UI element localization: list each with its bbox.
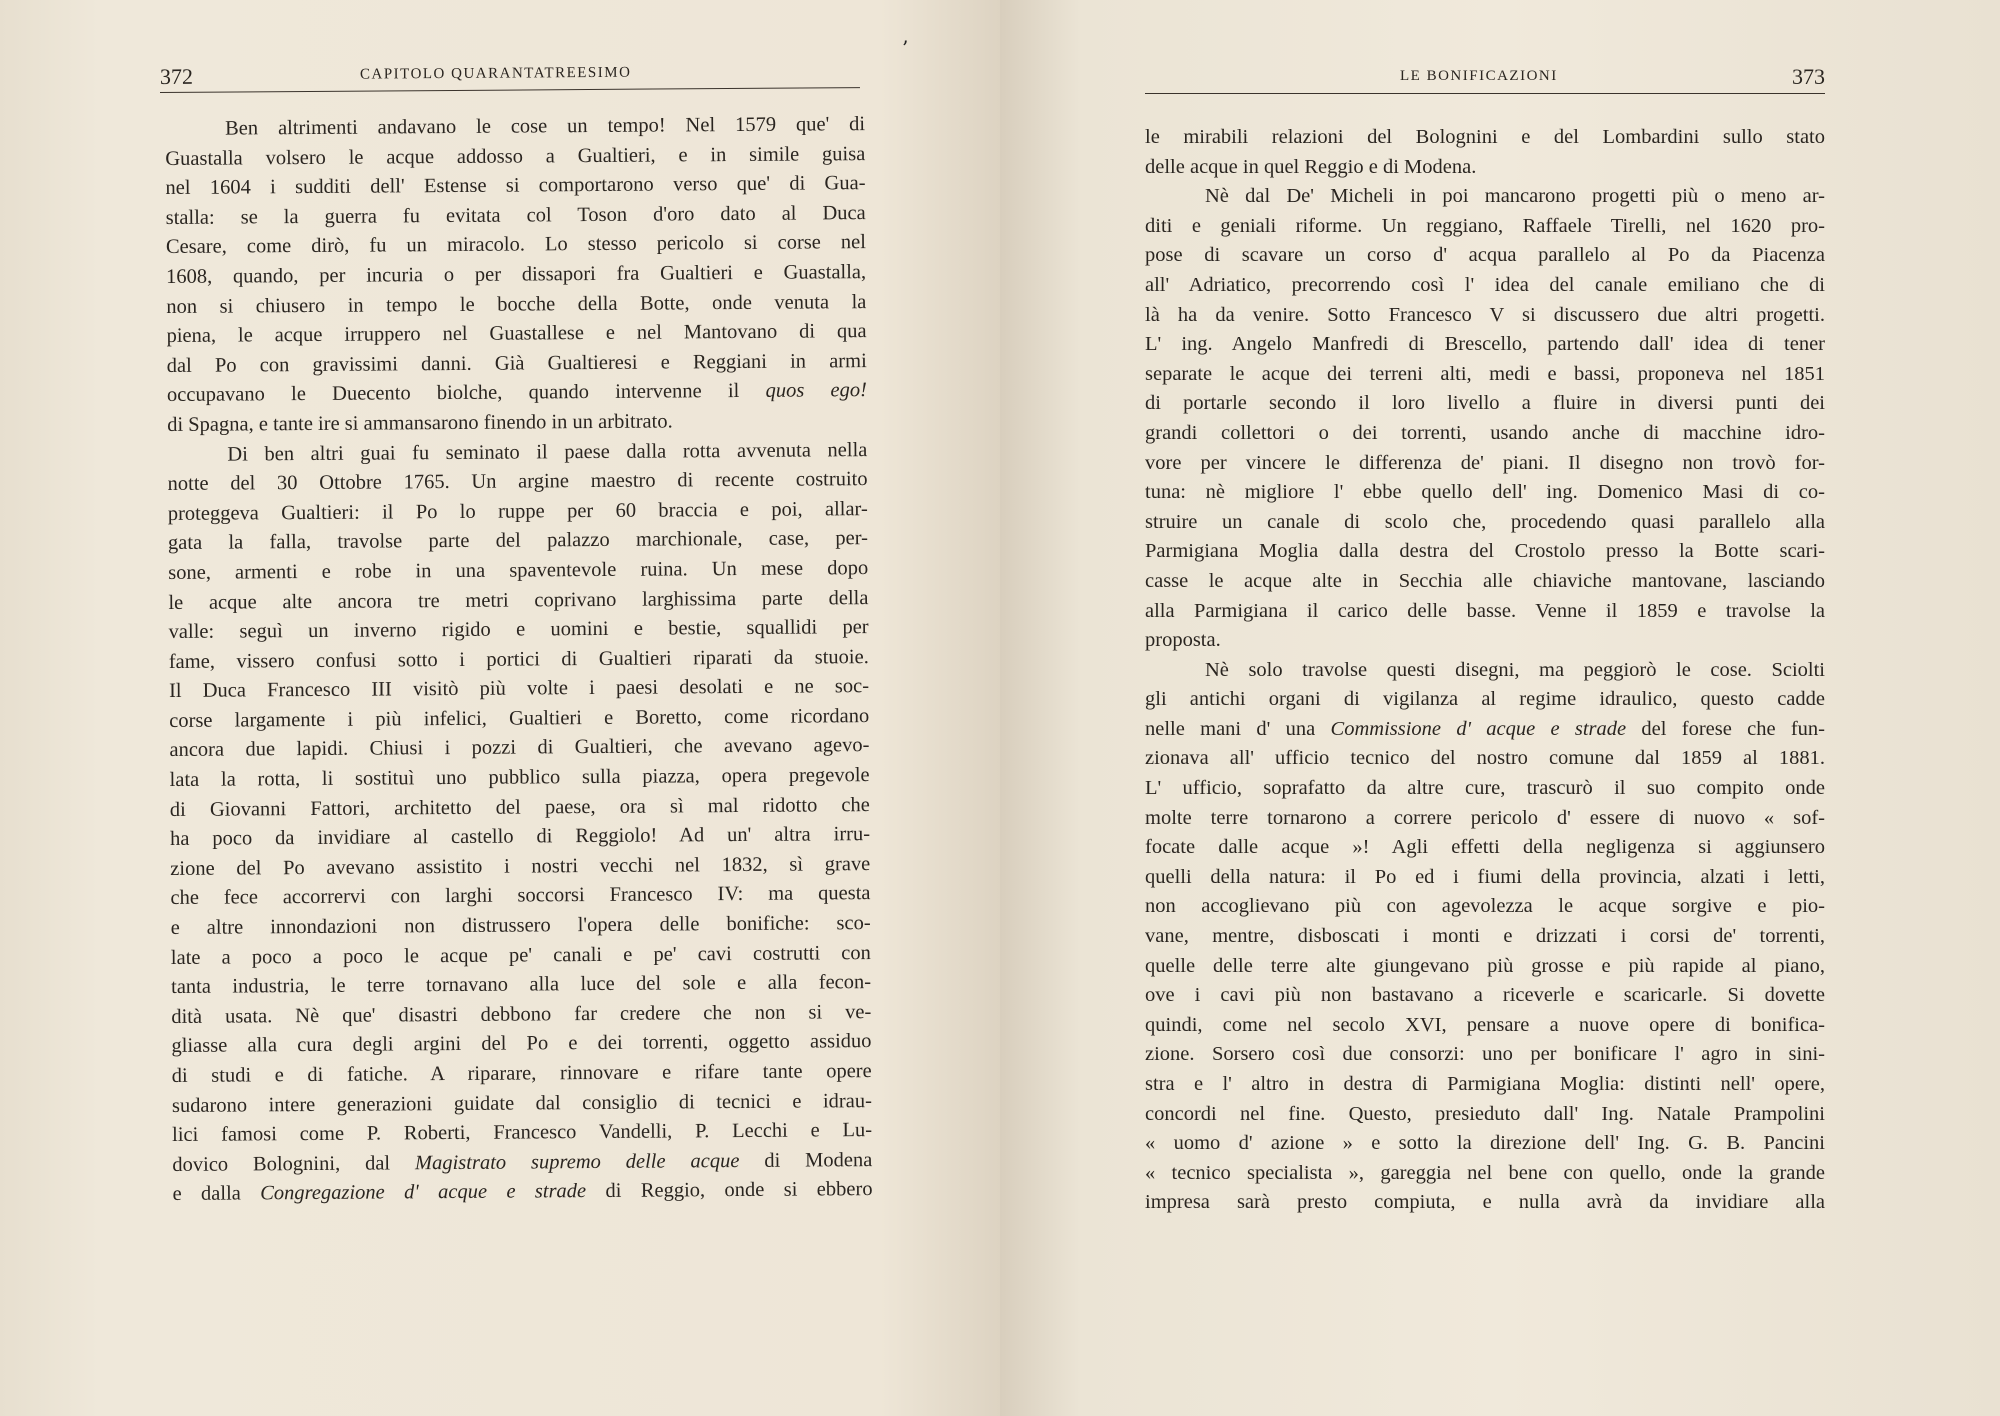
text-line: fame, vissero confusi sotto i portici di Gualtieri riparati da stuoie.: [168, 645, 869, 673]
page-number-right: 373: [1792, 64, 1825, 89]
text-line: « uomo d' azione » e sotto la direzione dell' Ing. G. B. Pancini: [1145, 1132, 1825, 1155]
text-line: Nè solo travolse questi disegni, ma peggiorò le cose. Sciolti: [1205, 658, 1825, 681]
text-line: là ha da venire. Sotto Francesco V si discussero due altri progetti.: [1145, 303, 1825, 326]
text-line: Parmigiana Moglia dalla destra del Crostolo presso la Botte scari-: [1145, 540, 1825, 563]
text-line: [172, 1146, 872, 1180]
text-span: occupavano le Duecento biolche, quando intervenne il: [166, 380, 740, 407]
text-line: « tecnico specialista », gareggia nel bene con quello, onde la grande: [1145, 1161, 1825, 1184]
text-line: L' ing. Angelo Manfredi di Brescello, partendo dall' idea di tener: [1145, 333, 1825, 356]
right-body-text: [1145, 123, 1825, 1218]
italic-congregazione: Congregazione d' acque e strade: [260, 1180, 587, 1205]
text-line: Ben altrimenti andavano le cose un tempo! Nel 1579 que' di: [225, 113, 866, 140]
text-line: gli antichi organi di vigilanza al regime idraulico, questo cadde: [1145, 688, 1825, 711]
text-line: piena, le acque irruppero nel Guastallese e nel Mantovano di qua: [166, 320, 867, 348]
text-line: Guastalla volsero le acque addosso a Gualtieri, e in simile guisa: [165, 142, 866, 170]
italic-quos-ego: quos ego!: [765, 379, 868, 403]
text-line: corse largamente i più infelici, Gualtieri e Boretto, come ricordano: [169, 704, 870, 732]
text-line: quindi, come nel secolo XVI, pensare a nuove opere di bonifica-: [1145, 1013, 1825, 1036]
text-line: zionava all' ufficio tecnico del nostro comune dal 1859 al 1881.: [1145, 747, 1825, 770]
text-line: dità usata. Nè que' disastri debbono far credere che non si ve-: [171, 1000, 872, 1028]
text-line: alla Parmigiana il carico delle basse. Venne il 1859 e travolse la: [1145, 599, 1825, 622]
text-line: lici famosi come P. Roberti, Francesco Vandelli, P. Lecchi e Lu-: [172, 1119, 873, 1147]
text-line: gata la falla, travolse parte del palazzo marchionale, case, per-: [167, 527, 869, 555]
text-line: di Giovanni Fattori, architetto del paese, ora sì mal ridotto che: [169, 793, 870, 821]
text-line: valle: seguì un inverno rigido e uomini e bestie, squallidi per: [168, 616, 869, 644]
ink-mark: ’: [902, 36, 909, 60]
text-line: di portarle secondo il loro livello a fluire in diversi punti dei: [1145, 392, 1825, 415]
text-line: quelli della natura: il Po ed i fiumi della provincia, alzati i letti,: [1145, 865, 1825, 888]
text-line: casse le acque alte in Secchia alle chiaviche mantovane, lasciando: [1145, 569, 1825, 592]
text-line: [167, 376, 867, 410]
text-span: dovico Bolognini, dal: [172, 1152, 391, 1176]
text-line: Nè dal De' Micheli in poi mancarono progetti più o meno ar-: [1205, 185, 1825, 208]
text-line: non si chiusero in tempo le bocche della Botte, onde venuta la: [166, 290, 867, 318]
text-line: lata la rotta, li sostituì uno pubblico sulla piazza, opera pregevole: [169, 764, 870, 792]
text-span: di Reggio, onde si ebbero: [605, 1178, 873, 1203]
text-line: focate dalle acque »! Agli effetti della negligenza si aggiunsero: [1145, 836, 1825, 859]
text-line: grandi collettori o dei torrenti, usando anche di macchine idro-: [1145, 421, 1825, 444]
text-span: del forese che fun-: [1641, 717, 1826, 740]
text-line: delle acque in quel Reggio e di Modena.: [1145, 155, 1477, 178]
left-body-text: [165, 110, 873, 1210]
text-line: late a poco a poco le acque pe' canali e pe' cavi costrutti con: [170, 941, 871, 969]
right-header: [1145, 64, 1825, 94]
text-line: non accoglievano più con agevolezza le acque sorgive e pio-: [1145, 895, 1825, 918]
text-line: zione. Sorsero così due consorzi: uno per bonificare l' agro in sini-: [1145, 1043, 1825, 1066]
text-line: ha poco da invidiare al castello di Reggiolo! Ad un' altra irru-: [169, 823, 871, 851]
italic-magistrato: Magistrato supremo delle acque: [414, 1149, 740, 1175]
text-line: Cesare, come dirò, fu un miracolo. Lo stesso pericolo si corse nel: [165, 231, 866, 259]
text-line: sudarono intere generazioni guidate dal consiglio di tecnici e idrau-: [171, 1089, 872, 1117]
text-line: le acque alte ancora tre metri coprivano larghissima parte della: [168, 586, 869, 614]
text-line: che fece accorrervi con larghi soccorsi Francesco IV: ma questa: [170, 882, 871, 910]
text-line: vane, mentre, disboscati i monti e drizzati i corsi de' torrenti,: [1145, 925, 1825, 948]
text-line: Di ben altri guai fu seminato il paese dalla rotta avvenuta nella: [227, 438, 868, 466]
text-line: proposta.: [1145, 629, 1221, 652]
text-line: 1608, quando, per incuria o per dissapori fra Gualtieri e Guastalla,: [166, 261, 867, 288]
text-line: di Spagna, e tante ire si ammansarono finendo in un arbitrato.: [167, 410, 673, 436]
text-line: proteggeva Gualtieri: il Po lo ruppe per 60 braccia e poi, allar-: [167, 497, 868, 525]
text-line: nel 1604 i sudditi dell' Estense si comportarono verso que' di Gua-: [165, 172, 866, 200]
text-line: zione del Po avevano assistito i nostri vecchi nel 1832, sì grave: [170, 852, 871, 880]
header-rule-right: [1145, 93, 1825, 94]
text-line: tanta industria, le terre tornavano alla luce del sole e alla fecon-: [171, 971, 872, 999]
text-line: molte terre tornarono a correre pericolo d' essere di nuovo « sof-: [1145, 806, 1825, 829]
text-line: quelle delle terre alte giungevano più grosse e più rapide al piano,: [1145, 954, 1825, 977]
text-line: dal Po con gravissimi danni. Già Gualtieresi e Reggiani in armi: [166, 349, 867, 377]
text-span: nelle mani d' una: [1145, 717, 1316, 740]
text-line: L' ufficio, soprafatto da altre cure, trascurò il suo compito onde: [1145, 777, 1825, 800]
text-line: notte del 30 Ottobre 1765. Un argine maestro di recente costruito: [167, 468, 868, 496]
text-span: e dalla: [172, 1182, 241, 1206]
text-line: stra e l' altro in destra di Parmigiana Moglia: distinti nell' opere,: [1145, 1073, 1825, 1095]
italic-commissione: Commissione d' acque e strade: [1330, 717, 1627, 740]
text-line: ove i cavi più non bastavano a riceverle e scaricarle. Si dovette: [1145, 984, 1825, 1007]
text-line: Il Duca Francesco III visitò più volte i paesi desolati e ne soc-: [168, 675, 870, 703]
right-page: [1000, 0, 2000, 1416]
text-line: impresa sarà presto compiuta, e nulla avrà da invidiare alla: [1145, 1191, 1825, 1214]
text-line: le mirabili relazioni del Bolognini e del Lombardini sullo stato: [1145, 126, 1825, 148]
text-line: [172, 1175, 872, 1209]
text-line: tuna: nè migliore l' ebbe quello dell' ing. Domenico Masi di co-: [1145, 481, 1825, 504]
text-line: sone, armenti e robe in una spaventevole ruina. Un mese dopo: [168, 557, 869, 584]
text-line: all' Adriatico, precorrendo così l' idea del canale emiliano che di: [1145, 273, 1825, 296]
text-line: ancora due lapidi. Chiusi i pozzi di Gualtieri, che avevano agevo-: [169, 734, 870, 762]
running-head-right: LE BONIFICAZIONI: [1400, 68, 1558, 84]
text-line: vore per vincere le differenza de' piani. Il disegno non trovò for-: [1145, 451, 1825, 474]
running-head-left: CAPITOLO QUARANTATREESIMO: [359, 64, 632, 83]
text-line: gliasse alla cura degli argini del Po e dei torrenti, oggetto assiduo: [171, 1030, 872, 1058]
page-number-left: 372: [159, 63, 194, 89]
text-span: di Modena: [764, 1148, 873, 1172]
text-line: di studi e di fatiche. A riparare, rinnovare e rifare tante opere: [171, 1060, 872, 1087]
text-line: separate le acque dei terreni alti, medi e bassi, proponeva nel 1851: [1145, 362, 1825, 385]
text-line: diti e geniali riforme. Un reggiano, Raffaele Tirelli, nel 1620 pro-: [1145, 214, 1825, 237]
text-line: concordi nel fine. Questo, presieduto dall' Ing. Natale Prampolini: [1145, 1102, 1825, 1125]
text-line: struire un canale di scolo che, procedendo quasi parallelo alla: [1145, 510, 1825, 533]
text-line: [1145, 715, 1825, 745]
text-line: stalla: se la guerra fu evitata col Toson d'oro dato al Duca: [165, 201, 866, 229]
text-line: e altre innondazioni non distrussero l'opera delle bonifiche: sco-: [170, 912, 871, 940]
text-line: pose di scavare un corso d' acqua parallelo al Po da Piacenza: [1145, 244, 1825, 267]
